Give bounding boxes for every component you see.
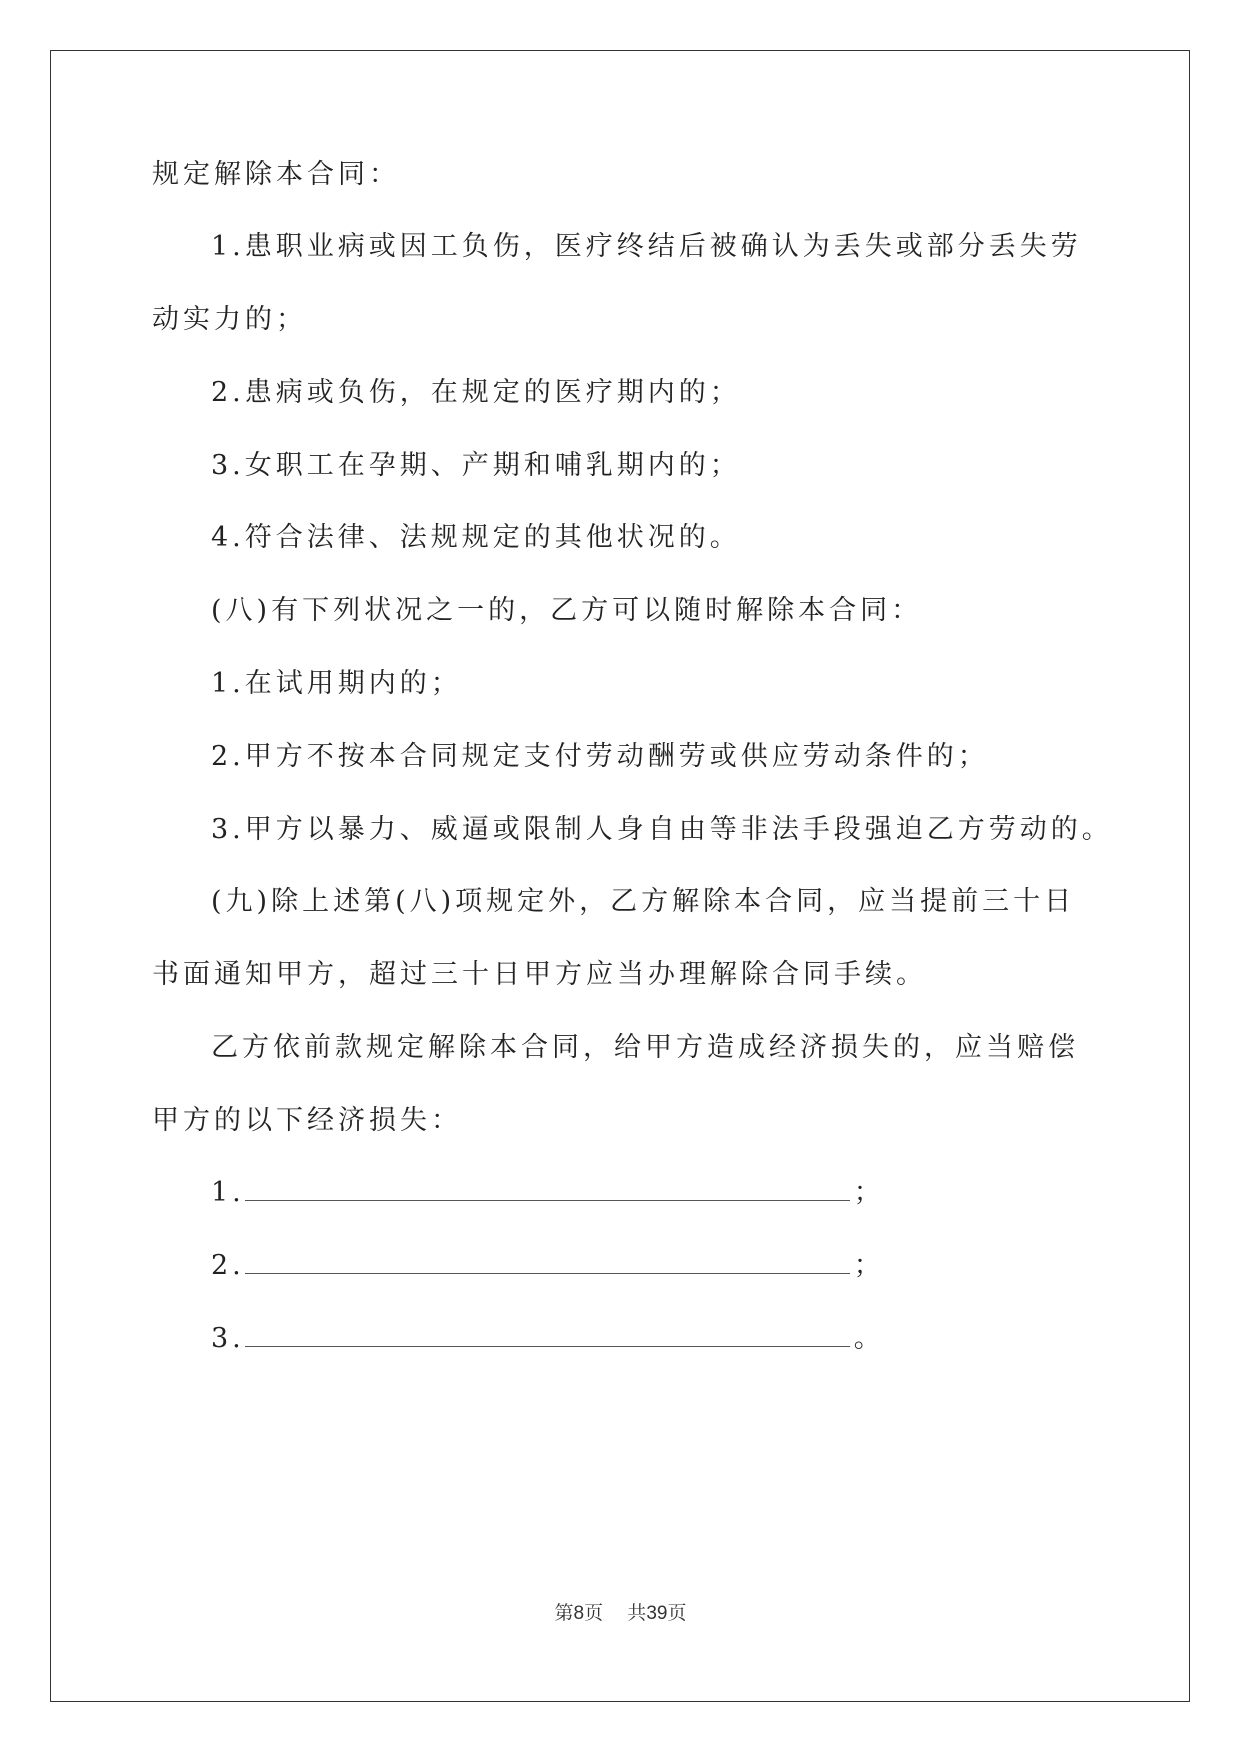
paragraph-line: 书面通知甲方，超过三十日甲方应当办理解除合同手续。 <box>152 959 927 990</box>
total-prefix: 共 <box>627 1602 647 1624</box>
fill-in-blank-line <box>245 1176 850 1201</box>
blank-item-1 <box>211 1176 885 1210</box>
paragraph-line: 1.患职业病或因工负伤，医疗终结后被确认为丢失或部分丢失劳 <box>211 231 1082 262</box>
page-suffix: 页 <box>584 1602 604 1624</box>
page-number: 8 <box>573 1603 585 1624</box>
paragraph-line: 4.符合法律、法规规定的其他状况的。 <box>211 522 741 553</box>
blank-item-punctuation: ； <box>853 1177 885 1208</box>
paragraph-line: 动实力的； <box>152 304 307 335</box>
paragraph-line: 甲方的以下经济损失： <box>152 1105 462 1136</box>
paragraph-line: 规定解除本合同： <box>152 159 400 190</box>
blank-item-3 <box>211 1322 885 1356</box>
paragraph-line: 1.在试用期内的； <box>211 668 462 699</box>
paragraph-line: 乙方依前款规定解除本合同，给甲方造成经济损失的，应当赔偿 <box>211 1032 1079 1063</box>
blank-item-punctuation: ； <box>853 1250 885 1281</box>
paragraph-line: (九)除上述第(八)项规定外，乙方解除本合同，应当提前三十日 <box>211 886 1076 917</box>
total-pages: 39 <box>646 1603 668 1624</box>
blank-item-number: 2. <box>211 1250 245 1281</box>
blank-item-punctuation: 。 <box>853 1323 885 1354</box>
blank-item-number: 1. <box>211 1177 245 1208</box>
page-footer <box>0 1598 1241 1625</box>
blank-item-number: 3. <box>211 1323 245 1354</box>
paragraph-line: 2.甲方不按本合同规定支付劳动酬劳或供应劳动条件的； <box>211 741 989 772</box>
total-suffix: 页 <box>667 1602 687 1624</box>
paragraph-line: 3.甲方以暴力、威逼或限制人身自由等非法手段强迫乙方劳动的。 <box>211 814 1113 845</box>
fill-in-blank-line <box>245 1249 850 1274</box>
blank-item-2 <box>211 1249 885 1283</box>
paragraph-line: (八)有下列状况之一的，乙方可以随时解除本合同： <box>211 595 923 626</box>
paragraph-line: 3.女职工在孕期、产期和哺乳期内的； <box>211 450 741 481</box>
paragraph-line: 2.患病或负伤，在规定的医疗期内的； <box>211 377 741 408</box>
page-prefix: 第 <box>554 1602 574 1624</box>
page-border <box>50 50 1190 1702</box>
fill-in-blank-line <box>245 1322 850 1347</box>
